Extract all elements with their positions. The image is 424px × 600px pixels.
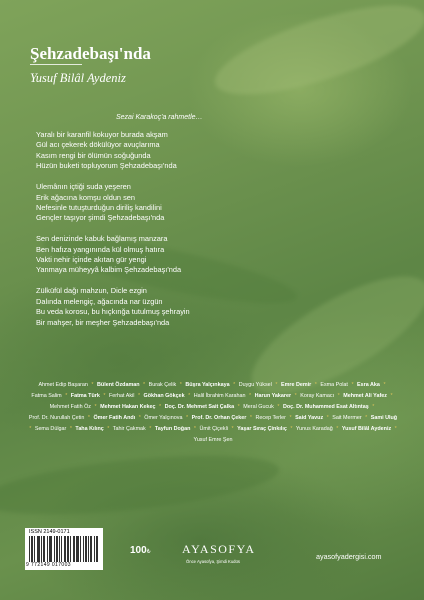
separator-star-icon: * (143, 382, 146, 388)
contributor-name: Tayfun Doğan (154, 426, 191, 432)
contributor-name: Doç. Dr. Muhammed Esat Altıntaş (282, 404, 369, 410)
contributor-name: Ümit Çiçekli (199, 426, 228, 432)
poem-title: Şehzadebaşı'nda (30, 44, 151, 63)
barcode-graphic (29, 536, 99, 562)
separator-star-icon: * (275, 382, 278, 388)
poem-line: Ulemânın içtiği suda yeşeren (36, 182, 131, 192)
contributors-list (26, 380, 400, 446)
logo-tagline: Önce Ayasofya, Şimdi Kudüs (186, 559, 240, 564)
poem-line: Bu veda korosu, bu hıçkınğa tutulmuş şehrayin (36, 307, 190, 317)
separator-star-icon: * (87, 415, 90, 421)
contributor-name: Esma Polat (320, 382, 348, 388)
separator-star-icon: * (103, 393, 106, 399)
barcode-block (25, 528, 103, 570)
separator-star-icon: * (289, 415, 292, 421)
price (130, 545, 151, 556)
contributor-name: Ferhat Akil (108, 393, 135, 399)
website-url: ayasofyadergisi.com (316, 552, 382, 561)
separator-star-icon: * (179, 382, 182, 388)
contributor-name: Harun Yakarer (254, 393, 292, 399)
separator-star-icon: * (326, 415, 329, 421)
separator-star-icon: * (193, 426, 197, 432)
poem-line: Gül acı çekerek dökülüyor avuçlarıma (36, 140, 160, 150)
separator-star-icon: * (249, 415, 252, 421)
separator-star-icon: * (336, 426, 339, 432)
poem-line: Vakti nehir içinde akıtan gür yengi (36, 255, 147, 265)
barcode-number: 9 772149 017003 (26, 562, 71, 568)
contributor-name: Emre Demir (280, 382, 312, 388)
separator-star-icon: * (351, 382, 354, 388)
contributor-name: Duygu Yüksel (238, 382, 272, 388)
separator-star-icon: * (94, 404, 97, 410)
separator-star-icon: * (365, 415, 368, 421)
contributor-name: Ömer Fatih Andı (93, 415, 136, 421)
separator-star-icon: * (149, 426, 152, 432)
separator-star-icon: * (138, 415, 141, 421)
separator-star-icon: * (237, 404, 240, 410)
poem-stanza (36, 130, 190, 172)
separator-star-icon: * (277, 404, 280, 410)
poem-line: Erik ağacına komşu oldun sen (36, 192, 136, 202)
poem-line: Nefesinle tutuşturduğun diriliş kandilini (36, 202, 162, 212)
poem-line: Ben hafıza yangınında kül olmuş hatıra (36, 244, 165, 254)
poem-line: Kasım rengi bir ölümün soğuğunda (36, 150, 151, 160)
contributor-name: Gökhan Gökçek (143, 393, 185, 399)
contributor-name: Mehmet Fatih Öz (49, 404, 91, 410)
contributor-name: Yunus Karadağ (295, 426, 333, 432)
contributor-name: Prof. Dr. Orhan Çeker (191, 415, 247, 421)
separator-star-icon: * (337, 393, 340, 399)
contributor-name: Halil İbrahim Karahan (193, 393, 246, 399)
contributor-name: Sema Dülgar (34, 426, 67, 432)
issn-text: ISSN 2149-0171 (29, 529, 70, 535)
separator-star-icon: * (69, 426, 72, 432)
contributor-name: Tahir Çakmak (112, 426, 146, 432)
separator-star-icon: * (29, 426, 32, 432)
poem-stanza (36, 286, 190, 328)
separator-star-icon: * (249, 393, 252, 399)
poem-line: Sen denizinde kabuk bağlamış manzara (36, 234, 168, 244)
separator-star-icon: * (159, 404, 162, 410)
contributor-name: Sait Mermer (332, 415, 362, 421)
poem-line: Yanmaya müheyyâ kalbim Şehzadebaşı'nda (36, 265, 182, 275)
separator-star-icon: * (137, 393, 141, 399)
poem-line: Hüzün buketi topluyorum Şehzadebaşı'nda (36, 161, 177, 171)
separator-star-icon: * (372, 404, 375, 410)
poem-line: Bir mahşer, bir meşher Şehzadebaşı'nda (36, 317, 170, 327)
contributor-name: Koray Kamacı (300, 393, 335, 399)
separator-star-icon: * (231, 426, 234, 432)
contributor-name: Prof. Dr. Nurullah Çetin (28, 415, 85, 421)
contributor-name: Büşra Yalçınkaya (185, 382, 230, 388)
contributor-name: Sami Uluğ (370, 415, 398, 421)
separator-star-icon: * (188, 393, 191, 399)
contributor-name: Yaşar Sıraç Çinkılıç (237, 426, 287, 432)
contributor-name: Meral Gucuk (243, 404, 274, 410)
price-value: 100 (130, 545, 147, 556)
contributor-name: Burak Çelik (148, 382, 177, 388)
separator-star-icon: * (383, 382, 386, 388)
contributor-name: Ahmet Edip Başaran (38, 382, 88, 388)
separator-star-icon: * (233, 382, 236, 388)
separator-star-icon: * (314, 382, 317, 388)
separator-star-icon: * (294, 393, 297, 399)
poem-author: Yusuf Bilâl Aydeniz (30, 71, 126, 85)
poem-stanza (36, 182, 190, 224)
separator-star-icon: * (107, 426, 110, 432)
contributor-name: Fatma Türk (70, 393, 100, 399)
poem-line: Yaralı bir karanfil kokuyor burada akşam (36, 130, 168, 139)
separator-star-icon: * (91, 382, 94, 388)
poem-body (36, 130, 190, 339)
poem-stanza (36, 234, 190, 276)
contributor-name: Yusuf Bilâl Aydeniz (341, 426, 392, 432)
contributor-name: Yusuf Emre Şen (193, 437, 233, 443)
texture-streak (206, 0, 424, 113)
separator-star-icon: * (290, 426, 293, 432)
separator-star-icon: * (390, 393, 393, 399)
separator-star-icon: * (185, 415, 189, 421)
poem-dedication: Sezai Karakoç'a rahmetle… (116, 114, 203, 121)
title-divider (30, 64, 82, 65)
contributor-name: Said Yavuz (295, 415, 324, 421)
contributor-name: Recep Terler (255, 415, 286, 421)
contributor-name: Bülent Özdaman (97, 382, 140, 388)
poem-line: Gençler taşıyor şimdi Şehzadebaşı'nda (36, 213, 165, 223)
contributor-name: Esra Aka (357, 382, 380, 388)
contributor-name: Fatma Salim (31, 393, 62, 399)
contributor-name: Taha Kılınç (75, 426, 104, 432)
contributor-name: Ömer Yalçınova (144, 415, 183, 421)
price-currency: ₺ (146, 549, 151, 555)
texture-streak (0, 444, 282, 525)
ayasofya-logo: AYASOFYA (182, 542, 256, 556)
separator-star-icon: * (394, 426, 397, 432)
poem-line: Zülküfül dağı mahzun, Dicle ezgin (36, 286, 147, 296)
separator-star-icon: * (65, 393, 68, 399)
contributor-name: Doç. Dr. Mehmet Sait Çalka (164, 404, 235, 410)
contributor-name: Mehmet Ali Yafez (343, 393, 387, 399)
poem-line: Dalında melengiç, ağacında nar üzgün (36, 296, 163, 306)
contributor-name: Mehmet Hakan Kekeç (100, 404, 156, 410)
